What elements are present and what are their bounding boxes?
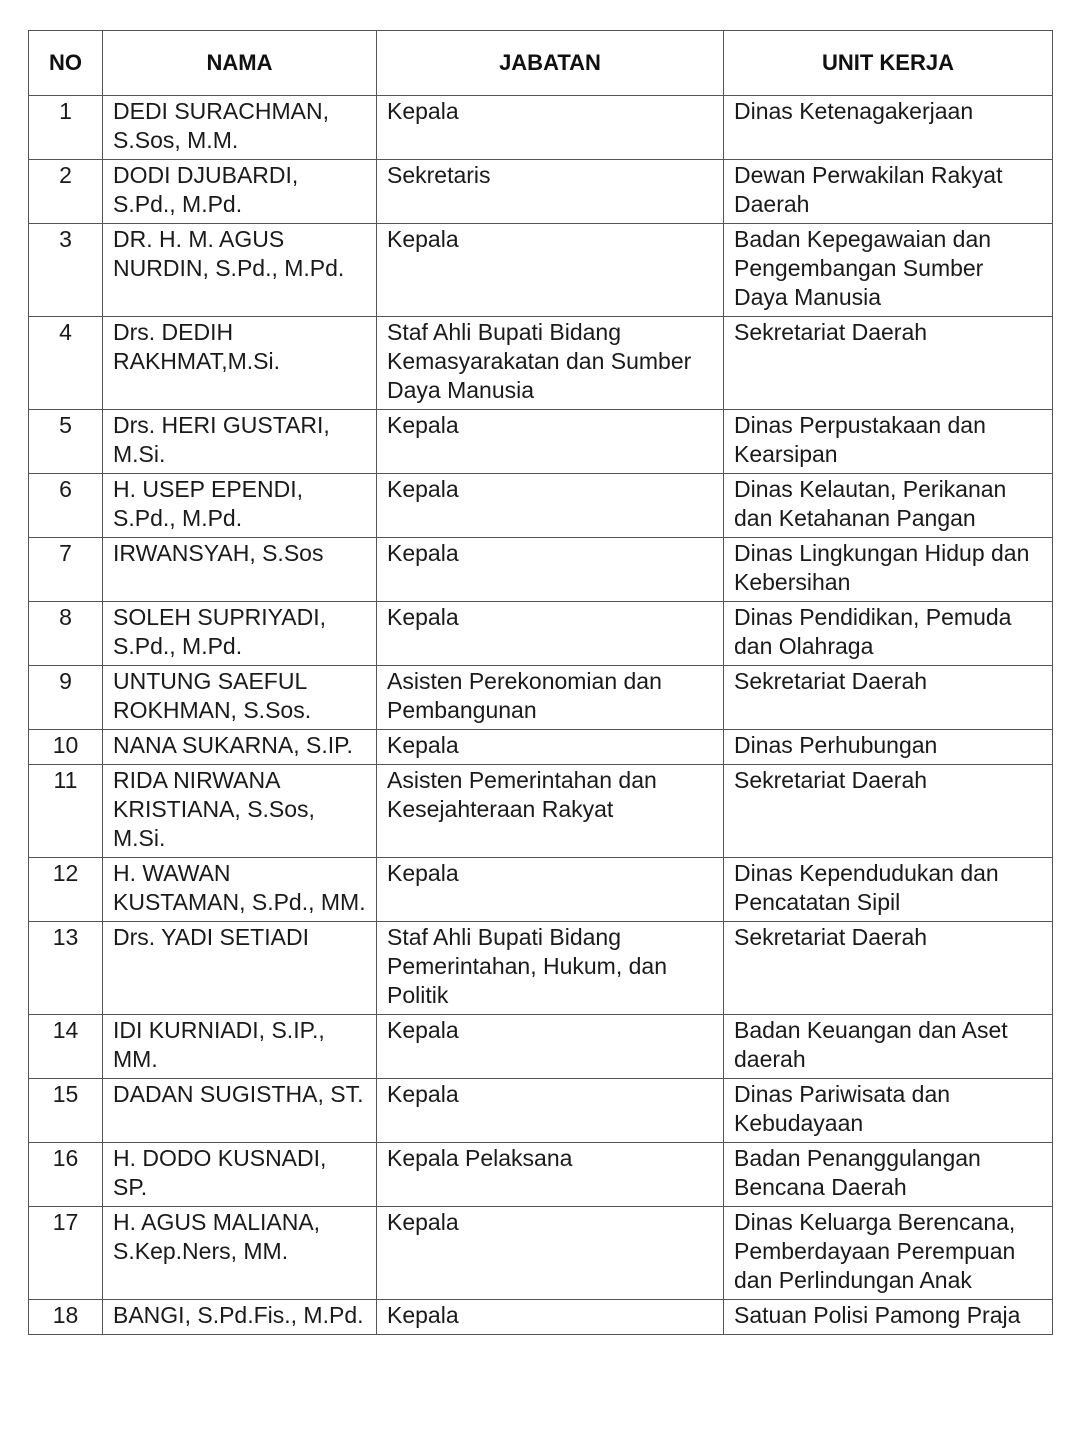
cell-unit-kerja: Badan Keuangan dan Aset daerah [724, 1015, 1053, 1079]
table-row [29, 858, 1053, 922]
cell-jabatan: Kepala [377, 224, 724, 317]
cell-nama: H. AGUS MALIANA, S.Kep.Ners, MM. [103, 1207, 377, 1300]
cell-jabatan: Staf Ahli Bupati Bidang Kemasyarakatan dan Sumber Daya Manusia [377, 317, 724, 410]
table-row [29, 1079, 1053, 1143]
table-row [29, 410, 1053, 474]
cell-jabatan: Kepala [377, 1015, 724, 1079]
table-header [29, 31, 1053, 96]
table-row [29, 1015, 1053, 1079]
cell-no: 9 [29, 666, 103, 730]
header-unit-kerja: UNIT KERJA [724, 31, 1053, 96]
cell-no: 15 [29, 1079, 103, 1143]
cell-jabatan: Kepala [377, 538, 724, 602]
cell-unit-kerja: Sekretariat Daerah [724, 666, 1053, 730]
cell-unit-kerja: Dinas Keluarga Berencana, Pemberdayaan Perempuan dan Perlindungan Anak [724, 1207, 1053, 1300]
cell-unit-kerja: Sekretariat Daerah [724, 922, 1053, 1015]
cell-no: 8 [29, 602, 103, 666]
cell-jabatan: Asisten Pemerintahan dan Kesejahteraan Rakyat [377, 765, 724, 858]
cell-no: 11 [29, 765, 103, 858]
cell-nama: DR. H. M. AGUS NURDIN, S.Pd., M.Pd. [103, 224, 377, 317]
cell-nama: SOLEH SUPRIYADI, S.Pd., M.Pd. [103, 602, 377, 666]
cell-unit-kerja: Dinas Perhubungan [724, 730, 1053, 765]
table-row [29, 922, 1053, 1015]
cell-nama: Drs. HERI GUSTARI, M.Si. [103, 410, 377, 474]
table-row [29, 538, 1053, 602]
header-row [29, 31, 1053, 96]
cell-no: 3 [29, 224, 103, 317]
cell-unit-kerja: Satuan Polisi Pamong Praja [724, 1300, 1053, 1335]
document-page [28, 30, 1052, 1335]
cell-jabatan: Kepala [377, 730, 724, 765]
table-body [29, 96, 1053, 1335]
cell-jabatan: Kepala [377, 602, 724, 666]
cell-no: 16 [29, 1143, 103, 1207]
table-row [29, 224, 1053, 317]
cell-nama: UNTUNG SAEFUL ROKHMAN, S.Sos. [103, 666, 377, 730]
cell-jabatan: Kepala Pelaksana [377, 1143, 724, 1207]
table-row [29, 96, 1053, 160]
cell-no: 14 [29, 1015, 103, 1079]
cell-no: 6 [29, 474, 103, 538]
cell-jabatan: Kepala [377, 474, 724, 538]
cell-nama: NANA SUKARNA, S.IP. [103, 730, 377, 765]
table-row [29, 160, 1053, 224]
cell-no: 10 [29, 730, 103, 765]
cell-nama: IDI KURNIADI, S.IP., MM. [103, 1015, 377, 1079]
cell-nama: DODI DJUBARDI, S.Pd., M.Pd. [103, 160, 377, 224]
cell-nama: IRWANSYAH, S.Sos [103, 538, 377, 602]
cell-jabatan: Kepala [377, 1300, 724, 1335]
header-jabatan: JABATAN [377, 31, 724, 96]
cell-jabatan: Asisten Perekonomian dan Pembangunan [377, 666, 724, 730]
officials-table [28, 30, 1053, 1335]
cell-jabatan: Kepala [377, 858, 724, 922]
table-row [29, 730, 1053, 765]
cell-jabatan: Kepala [377, 1079, 724, 1143]
cell-jabatan: Kepala [377, 410, 724, 474]
cell-unit-kerja: Sekretariat Daerah [724, 765, 1053, 858]
cell-no: 7 [29, 538, 103, 602]
table-row [29, 317, 1053, 410]
cell-jabatan: Kepala [377, 96, 724, 160]
cell-unit-kerja: Dinas Pariwisata dan Kebudayaan [724, 1079, 1053, 1143]
cell-nama: DEDI SURACHMAN, S.Sos, M.M. [103, 96, 377, 160]
cell-jabatan: Sekretaris [377, 160, 724, 224]
cell-nama: DADAN SUGISTHA, ST. [103, 1079, 377, 1143]
cell-no: 17 [29, 1207, 103, 1300]
cell-nama: Drs. YADI SETIADI [103, 922, 377, 1015]
cell-nama: RIDA NIRWANA KRISTIANA, S.Sos, M.Si. [103, 765, 377, 858]
table-row [29, 1300, 1053, 1335]
table-row [29, 1143, 1053, 1207]
cell-jabatan: Kepala [377, 1207, 724, 1300]
table-row [29, 666, 1053, 730]
cell-nama: BANGI, S.Pd.Fis., M.Pd. [103, 1300, 377, 1335]
cell-unit-kerja: Dinas Ketenagakerjaan [724, 96, 1053, 160]
cell-unit-kerja: Dinas Kependudukan dan Pencatatan Sipil [724, 858, 1053, 922]
cell-unit-kerja: Dinas Lingkungan Hidup dan Kebersihan [724, 538, 1053, 602]
cell-nama: Drs. DEDIH RAKHMAT,M.Si. [103, 317, 377, 410]
cell-nama: H. DODO KUSNADI, SP. [103, 1143, 377, 1207]
cell-no: 1 [29, 96, 103, 160]
cell-no: 2 [29, 160, 103, 224]
cell-unit-kerja: Sekretariat Daerah [724, 317, 1053, 410]
cell-unit-kerja: Dinas Kelautan, Perikanan dan Ketahanan Pangan [724, 474, 1053, 538]
header-no: NO [29, 31, 103, 96]
cell-no: 13 [29, 922, 103, 1015]
cell-no: 18 [29, 1300, 103, 1335]
table-row [29, 1207, 1053, 1300]
cell-unit-kerja: Badan Penanggulangan Bencana Daerah [724, 1143, 1053, 1207]
table-row [29, 602, 1053, 666]
cell-no: 4 [29, 317, 103, 410]
cell-unit-kerja: Dinas Pendidikan, Pemuda dan Olahraga [724, 602, 1053, 666]
header-nama: NAMA [103, 31, 377, 96]
cell-unit-kerja: Dinas Perpustakaan dan Kearsipan [724, 410, 1053, 474]
cell-no: 12 [29, 858, 103, 922]
cell-nama: H. WAWAN KUSTAMAN, S.Pd., MM. [103, 858, 377, 922]
cell-unit-kerja: Badan Kepegawaian dan Pengembangan Sumber Daya Manusia [724, 224, 1053, 317]
table-row [29, 765, 1053, 858]
cell-unit-kerja: Dewan Perwakilan Rakyat Daerah [724, 160, 1053, 224]
table-row [29, 474, 1053, 538]
cell-jabatan: Staf Ahli Bupati Bidang Pemerintahan, Hukum, dan Politik [377, 922, 724, 1015]
cell-no: 5 [29, 410, 103, 474]
cell-nama: H. USEP EPENDI, S.Pd., M.Pd. [103, 474, 377, 538]
